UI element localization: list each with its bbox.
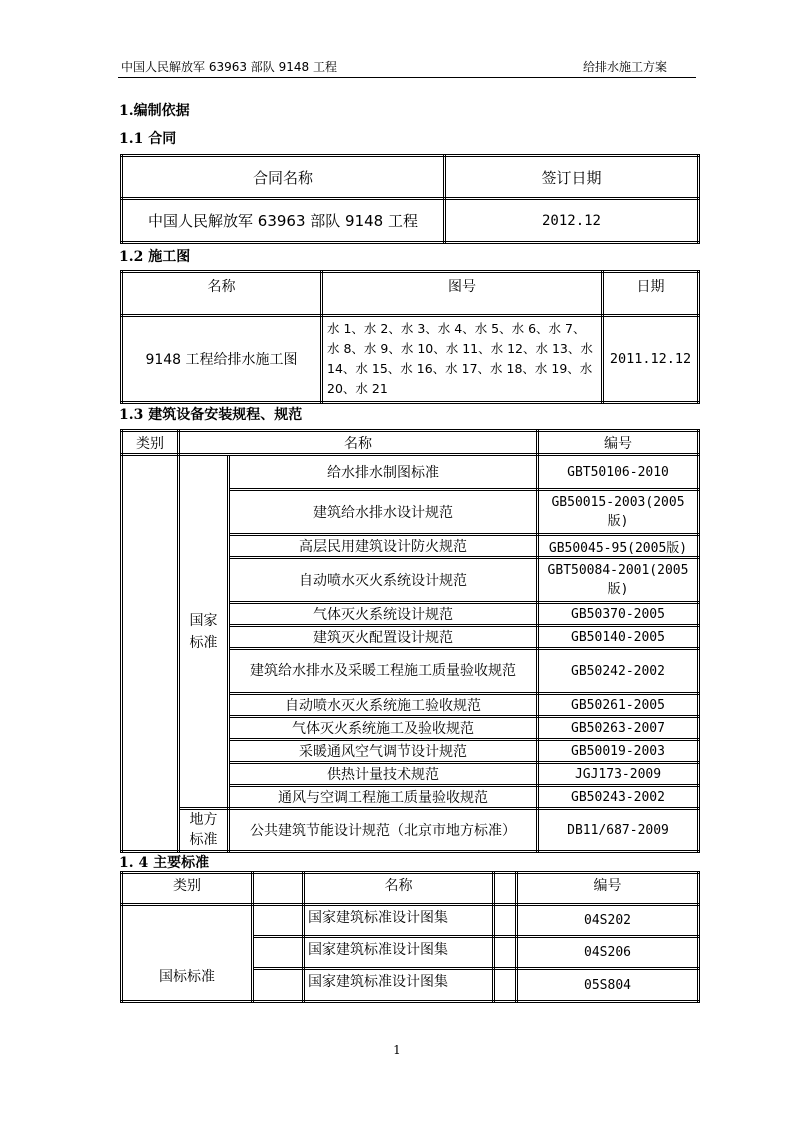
section-heading-1-1: 1.1 合同 — [119, 131, 177, 147]
codes-row — [122, 455, 699, 490]
codes-name-cell: 建筑灭火配置设计规范 — [229, 626, 538, 649]
contract-row — [122, 199, 699, 243]
codes-number-cell: DB11/687-2009 — [538, 809, 699, 852]
codes-number-cell: GBT50084-2001(2005版) — [538, 558, 699, 603]
contract-header-date: 签订日期 — [445, 156, 699, 199]
codes-name-cell: 自动喷水灭火系统设计规范 — [229, 558, 538, 603]
standards-blank-cell — [494, 937, 517, 969]
section-heading-1: 1.编制依据 — [119, 103, 190, 119]
standards-number-cell: 04S206 — [517, 937, 699, 969]
standards-table — [120, 871, 700, 1003]
section-heading-1-2: 1.2 施工图 — [119, 249, 191, 265]
standards-number-cell: 04S202 — [517, 905, 699, 937]
codes-group-local: 地方标准 — [179, 809, 229, 852]
drawings-header-number: 图号 — [322, 272, 603, 316]
standards-header-row — [122, 873, 699, 905]
standards-header-blank — [494, 873, 517, 905]
codes-number-cell: GB50243-2002 — [538, 786, 699, 809]
contract-header-name: 合同名称 — [122, 156, 445, 199]
codes-number-cell: GB50019-2003 — [538, 740, 699, 763]
drawings-header-date: 日期 — [603, 272, 699, 316]
drawings-name-cell: 9148 工程给排水施工图 — [122, 316, 322, 403]
codes-header-category: 类别 — [122, 431, 179, 455]
drawings-row — [122, 316, 699, 403]
section-heading-1-3: 1.3 建筑设备安装规程、规范 — [119, 407, 303, 423]
codes-name-cell: 建筑给水排水及采暖工程施工质量验收规范 — [229, 649, 538, 694]
codes-header-number: 编号 — [538, 431, 699, 455]
standards-blank-cell — [494, 969, 517, 1002]
header-rule — [118, 77, 696, 78]
header-project-title: 中国人民解放军 63963 部队 9148 工程 — [121, 60, 337, 74]
drawings-number-cell: 水 1、水 2、水 3、水 4、水 5、水 6、水 7、水 8、水 9、水 10、水 11、水 12、水 13、水 14、水 15、水 16、水 17、水 18、水 19、水 20、水 21 — [322, 316, 603, 403]
drawings-header-name: 名称 — [122, 272, 322, 316]
codes-number-cell: GBT50106-2010 — [538, 455, 699, 490]
codes-name-cell: 公共建筑节能设计规范（北京市地方标准） — [229, 809, 538, 852]
drawings-header-row — [122, 272, 699, 316]
codes-name-cell: 气体灭火系统设计规范 — [229, 603, 538, 626]
header-document-title: 给排水施工方案 — [583, 60, 668, 74]
codes-number-cell: GB50015-2003(2005版) — [538, 490, 699, 535]
standards-header-name: 名称 — [304, 873, 494, 905]
codes-name-cell: 建筑给水排水设计规范 — [229, 490, 538, 535]
standards-name-cell: 国家建筑标准设计图集 — [304, 937, 494, 969]
standards-blank-cell — [253, 937, 304, 969]
standards-blank-cell — [253, 969, 304, 1002]
codes-name-cell: 供热计量技术规范 — [229, 763, 538, 786]
codes-local-row — [122, 809, 699, 852]
codes-number-cell: JGJ173-2009 — [538, 763, 699, 786]
codes-name-cell: 给水排水制图标准 — [229, 455, 538, 490]
codes-number-cell: GB50370-2005 — [538, 603, 699, 626]
codes-header-name: 名称 — [179, 431, 538, 455]
codes-name-cell: 通风与空调工程施工质量验收规范 — [229, 786, 538, 809]
standards-name-cell: 国家建筑标准设计图集 — [304, 969, 494, 1002]
contract-date-cell: 2012.12 — [445, 199, 699, 243]
contract-name-cell: 中国人民解放军 63963 部队 9148 工程 — [122, 199, 445, 243]
codes-group-national: 国家标准 — [179, 455, 229, 809]
codes-category-blank — [122, 455, 179, 852]
codes-number-cell: GB50261-2005 — [538, 694, 699, 717]
codes-number-cell: GB50242-2002 — [538, 649, 699, 694]
standards-name-cell: 国家建筑标准设计图集 — [304, 905, 494, 937]
codes-name-cell: 采暖通风空气调节设计规范 — [229, 740, 538, 763]
codes-name-cell: 高层民用建筑设计防火规范 — [229, 535, 538, 558]
drawings-date-cell: 2011.12.12 — [603, 316, 699, 403]
codes-name-cell: 自动喷水灭火系统施工验收规范 — [229, 694, 538, 717]
contract-header-row — [122, 156, 699, 199]
codes-header-row — [122, 431, 699, 455]
codes-table — [120, 429, 700, 853]
standards-group: 国标标准 — [122, 905, 253, 1002]
standards-header-number: 编号 — [517, 873, 699, 905]
codes-number-cell: GB50140-2005 — [538, 626, 699, 649]
codes-number-cell: GB50263-2007 — [538, 717, 699, 740]
standards-number-cell: 05S804 — [517, 969, 699, 1002]
page-number: 1 — [393, 1043, 401, 1057]
standards-blank-cell — [253, 905, 304, 937]
codes-number-cell: GB50045-95(2005版) — [538, 535, 699, 558]
standards-blank-cell — [494, 905, 517, 937]
drawings-table — [120, 270, 700, 404]
standards-row — [122, 905, 699, 937]
section-heading-1-4: 1. 4 主要标准 — [119, 855, 210, 871]
standards-header-blank — [253, 873, 304, 905]
standards-header-category: 类别 — [122, 873, 253, 905]
contract-table — [120, 154, 700, 244]
codes-name-cell: 气体灭火系统施工及验收规范 — [229, 717, 538, 740]
